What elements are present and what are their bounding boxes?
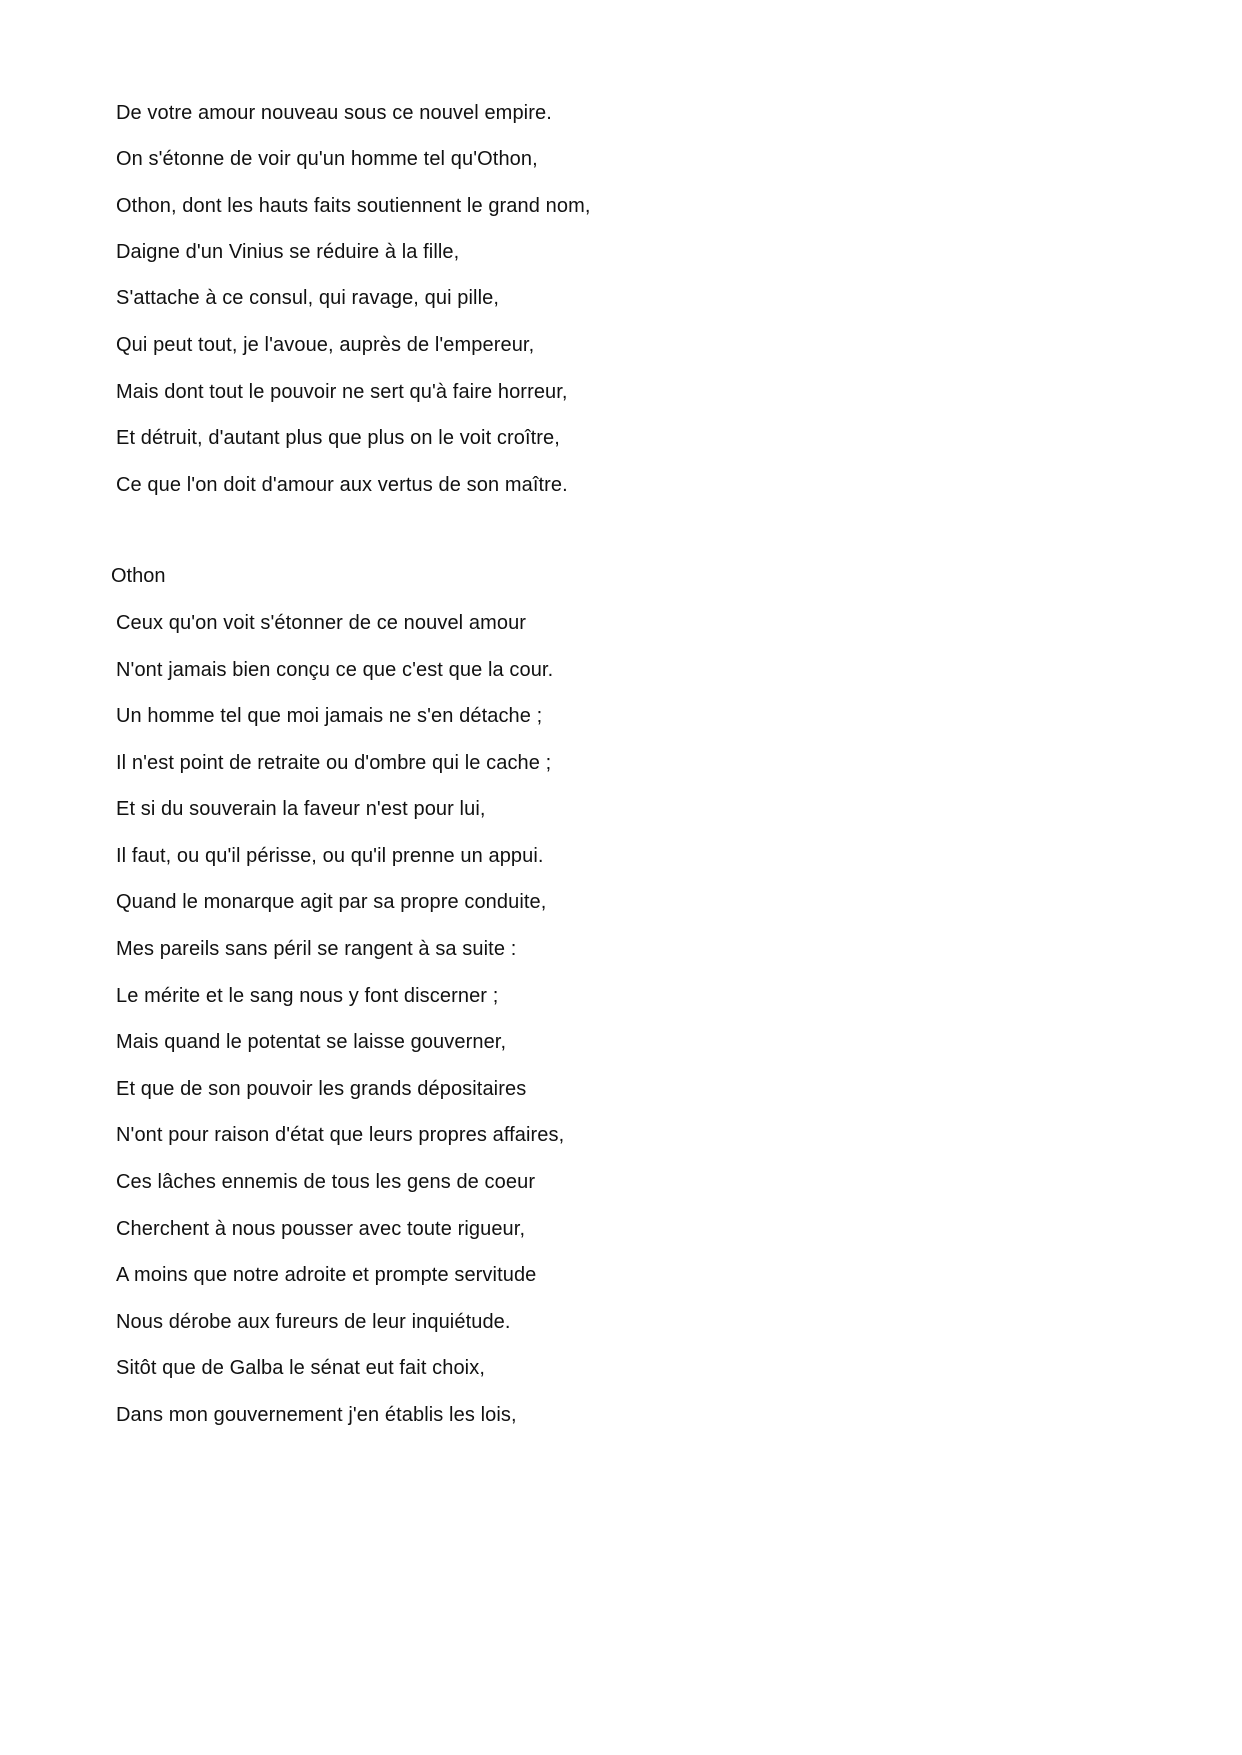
verse-line: Il n'est point de retraite ou d'ombre qui le cache ;: [116, 752, 552, 774]
verse-line: Le mérite et le sang nous y font discerner ;: [116, 985, 499, 1007]
verse-line: Et détruit, d'autant plus que plus on le voit croître,: [116, 427, 560, 449]
verse-line: Mes pareils sans péril se rangent à sa suite :: [116, 938, 517, 960]
speaker-name: Othon: [111, 565, 166, 587]
verse-line: Mais dont tout le pouvoir ne sert qu'à faire horreur,: [116, 381, 568, 403]
verse-line: N'ont jamais bien conçu ce que c'est que la cour.: [116, 659, 554, 681]
verse-line: A moins que notre adroite et prompte servitude: [116, 1264, 537, 1286]
verse-line: On s'étonne de voir qu'un homme tel qu'Othon,: [116, 148, 538, 170]
verse-line: Il faut, ou qu'il périsse, ou qu'il prenne un appui.: [116, 845, 544, 867]
verse-line: N'ont pour raison d'état que leurs propres affaires,: [116, 1124, 565, 1146]
verse-line: Othon, dont les hauts faits soutiennent le grand nom,: [116, 195, 591, 217]
verse-line: Un homme tel que moi jamais ne s'en détache ;: [116, 705, 543, 727]
verse-line: Et que de son pouvoir les grands dépositaires: [116, 1078, 527, 1100]
verse-line: Ces lâches ennemis de tous les gens de coeur: [116, 1171, 536, 1193]
verse-line: Dans mon gouvernement j'en établis les lois,: [116, 1404, 517, 1426]
verse-line: Mais quand le potentat se laisse gouverner,: [116, 1031, 507, 1053]
verse-line: S'attache à ce consul, qui ravage, qui pille,: [116, 287, 499, 309]
verse-line: Ce que l'on doit d'amour aux vertus de son maître.: [116, 474, 568, 496]
verse-line: Ceux qu'on voit s'étonner de ce nouvel amour: [116, 612, 527, 634]
verse-line: Cherchent à nous pousser avec toute rigueur,: [116, 1218, 526, 1240]
verse-line: Daigne d'un Vinius se réduire à la fille,: [116, 241, 460, 263]
verse-line: Quand le monarque agit par sa propre conduite,: [116, 891, 547, 913]
verse-line: Sitôt que de Galba le sénat eut fait choix,: [116, 1357, 485, 1379]
verse-line: Et si du souverain la faveur n'est pour lui,: [116, 798, 486, 820]
verse-line: Nous dérobe aux fureurs de leur inquiétude.: [116, 1311, 511, 1333]
verse-line: Qui peut tout, je l'avoue, auprès de l'empereur,: [116, 334, 535, 356]
verse-line: De votre amour nouveau sous ce nouvel empire.: [116, 102, 552, 124]
